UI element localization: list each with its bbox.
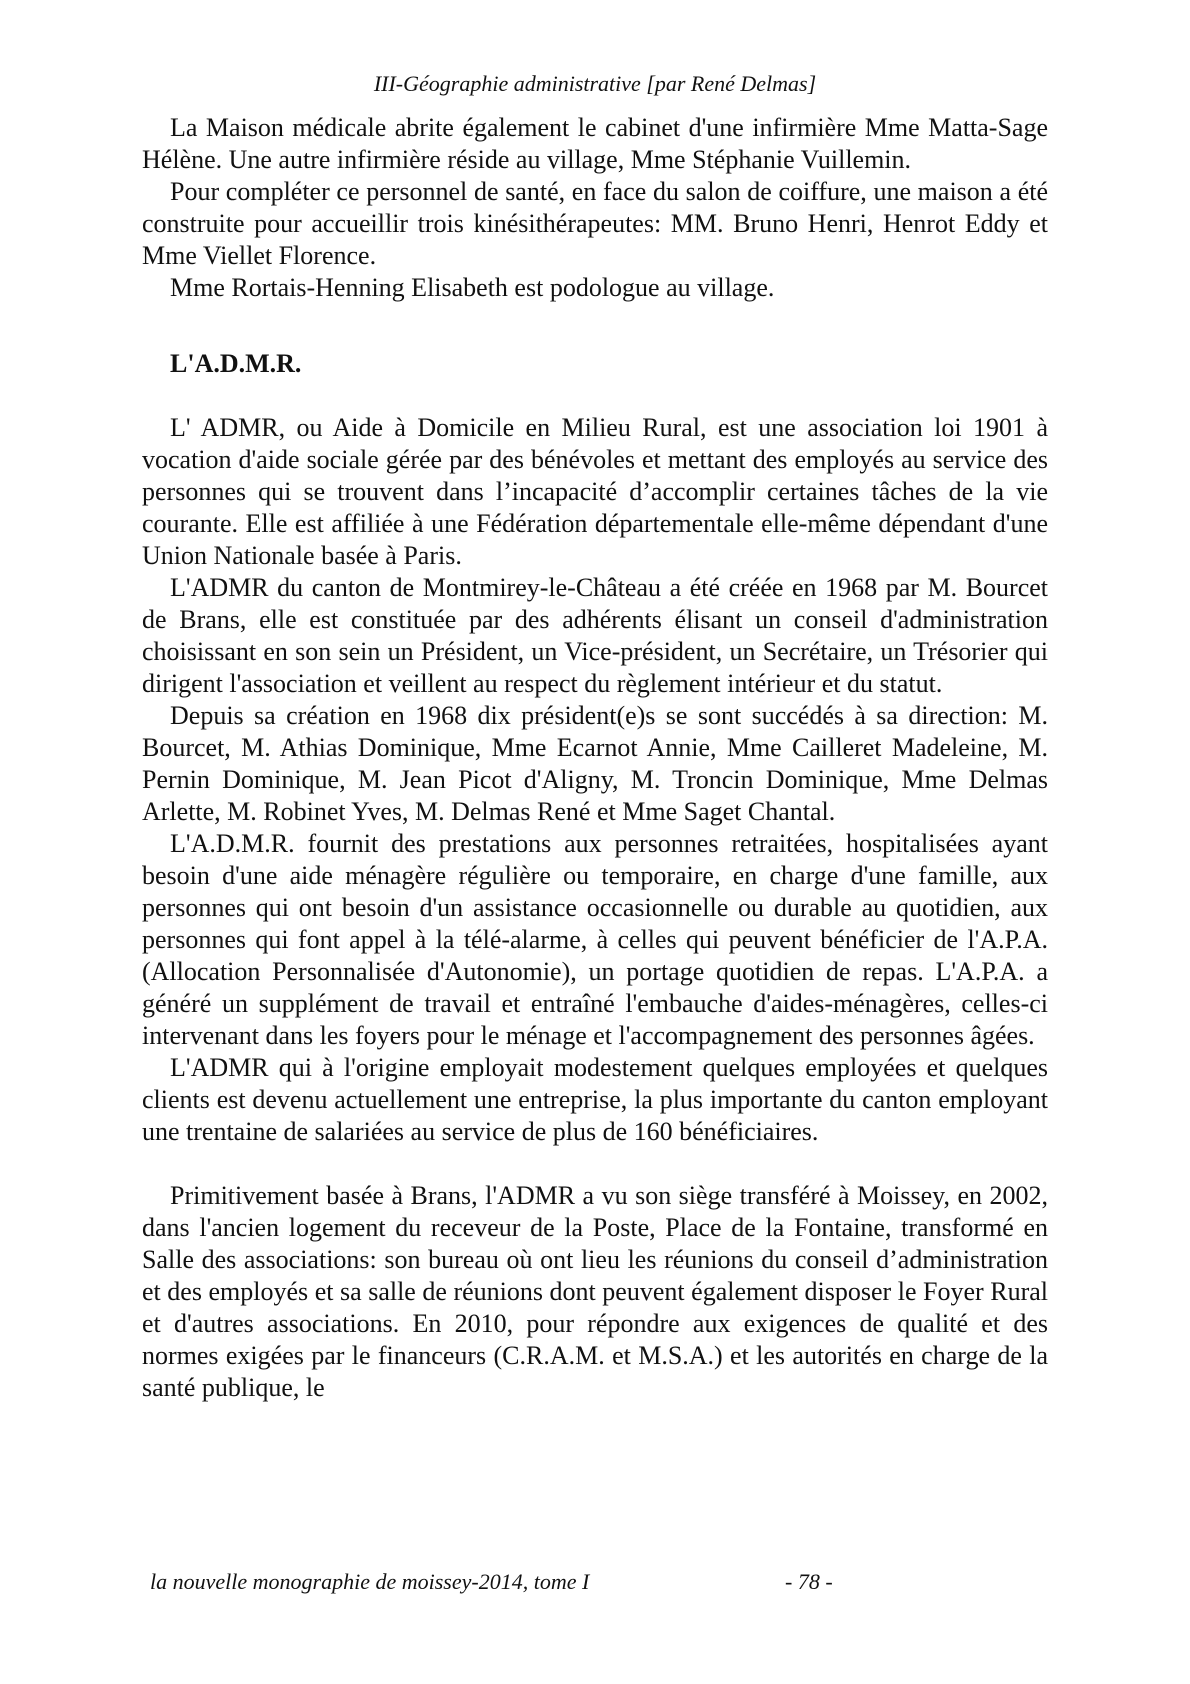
paragraph-nurses: La Maison médicale abrite également le cabinet d'une infirmière Mme Matta-Sage Hélène. Une autre infirmière réside au village, Mme Stéphanie Vuillemin. bbox=[142, 113, 1048, 174]
footer-book-title: la nouvelle monographie de moissey-2014, tome I bbox=[150, 1569, 590, 1594]
paragraph-physiotherapists: Pour compléter ce personnel de santé, en face du salon de coiffure, une maison a été construite pour accueillir trois kinésithérapeutes: MM. Bruno Henri, Henrot Eddy et Mme Viellet Florence. bbox=[142, 177, 1048, 270]
paragraph-admr-definition: L' ADMR, ou Aide à Domicile en Milieu Rural, est une association loi 1901 à vocation d'aide sociale gérée par des bénévoles et mettant des employés au service des personnes qui se trouvent dans l’incapacité d’accomplir certaines tâches de la vie courante. Elle est affiliée à une Fédération départementale elle-même dépendant d'une Union Nationale basée à Paris. bbox=[142, 413, 1048, 570]
paragraph-podiatrist: Mme Rortais-Henning Elisabeth est podologue au village. bbox=[170, 273, 775, 302]
paragraph-admr-founding: L'ADMR du canton de Montmirey-le-Château a été créée en 1968 par M. Bourcet de Brans, elle est constituée par des adhérents élisant un conseil d'administration choisissant en son sein un Président, un Vice-président, un Secrétaire, un Trésorier qui dirigent l'association et veillent au respect du règlement intérieur et du statut. bbox=[142, 573, 1048, 698]
paragraph-admr-presidents: Depuis sa création en 1968 dix président(e)s se sont succédés à sa direction: M. Bourcet, M. Athias Dominique, Mme Ecarnot Annie, Mme Cailleret Madeleine, M. Pernin Dominique, M. Jean Picot d'Aligny, M. Troncin Dominique, Mme Delmas Arlette, M. Robinet Yves, M. Delmas René et Mme Saget Chantal. bbox=[142, 701, 1048, 826]
section-spacer bbox=[142, 1148, 1048, 1180]
body-text bbox=[142, 112, 1048, 1404]
section-spacer bbox=[142, 304, 1048, 348]
paragraph-admr-services: L'A.D.M.R. fournit des prestations aux personnes retraitées, hospitalisées ayant besoin d'une aide ménagère régulière ou temporaire, en charge d'une famille, aux personnes qui ont besoin d'un assistance occasionnelle ou durable au quotidien, aux personnes qui font appel à la télé-alarme, à celles qui peuvent bénéficier de l'A.P.A. (Allocation Personnalisée d'Autonomie), un portage quotidien de repas. L'A.P.A. a généré un supplément de travail et entraîné l'embauche d'aides-ménagères, celles-ci intervenant dans les foyers pour le ménage et l'accompagnement des personnes âgées. bbox=[142, 829, 1048, 1050]
paragraph-admr-growth: L'ADMR qui à l'origine employait modestement quelques employées et quelques clients est devenu actuellement une entreprise, la plus importante du canton employant une trentaine de salariées au service de plus de 160 bénéficiaires. bbox=[142, 1053, 1048, 1146]
page-number: - 78 - bbox=[785, 1569, 833, 1594]
section-spacer bbox=[142, 380, 1048, 412]
section-heading: L'A.D.M.R. bbox=[170, 349, 302, 378]
paragraph-admr-headquarters: Primitivement basée à Brans, l'ADMR a vu son siège transféré à Moissey, en 2002, dans l'ancien logement du receveur de la Poste, Place de la Fontaine, transformé en Salle des associations: son bureau où ont lieu les réunions du conseil d’administration et des employés et sa salle de réunions dont peuvent également disposer le Foyer Rural et d'autres associations. En 2010, pour répondre aux exigences de qualité et des normes exigées par le financeurs (C.R.A.M. et M.S.A.) et les autorités en charge de la santé publique, le bbox=[142, 1181, 1048, 1402]
running-header: III-Géographie administrative [par René Delmas] bbox=[373, 71, 817, 96]
